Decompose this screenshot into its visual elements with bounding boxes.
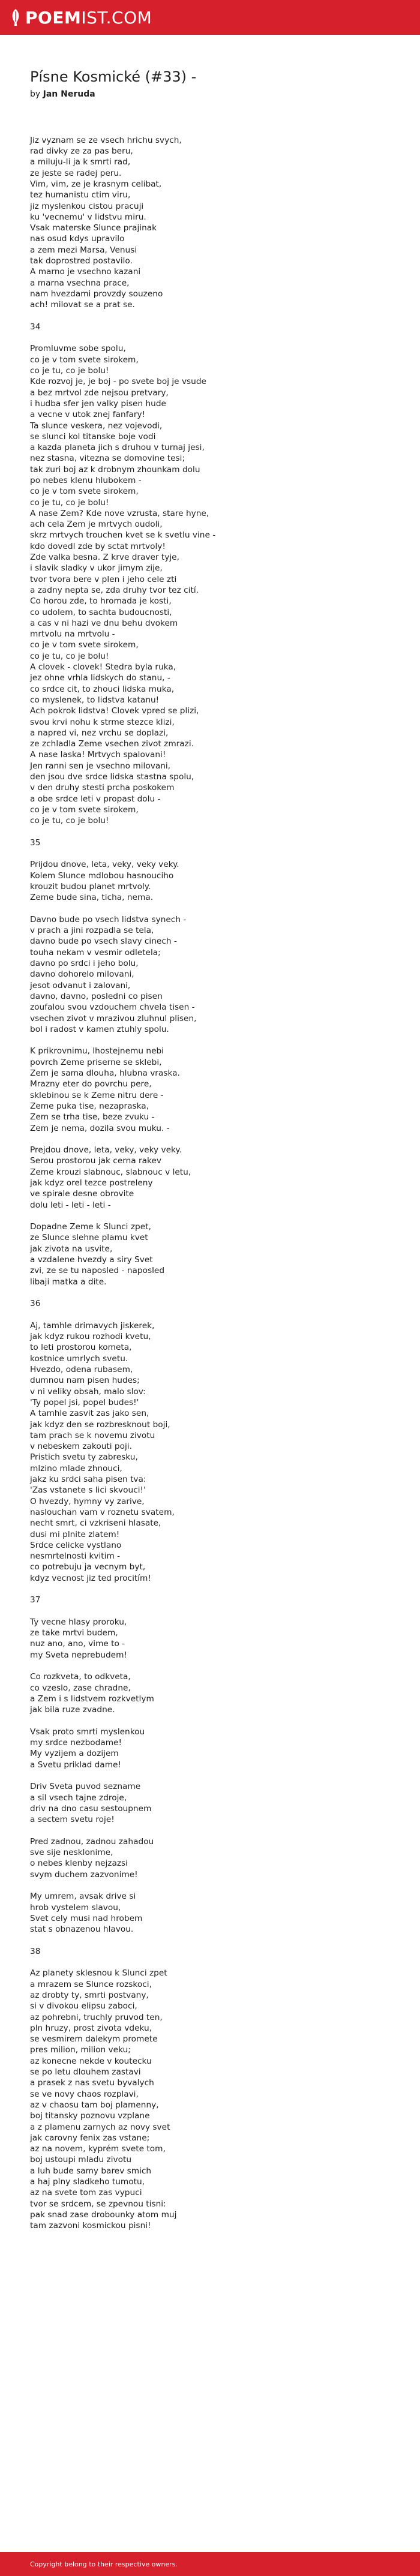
quill-icon <box>10 8 22 26</box>
site-logo[interactable] <box>10 8 152 28</box>
site-header <box>0 0 420 35</box>
poem-title: Písne Kosmické (#33) - <box>30 68 197 85</box>
poem-container <box>0 35 390 2232</box>
copyright-text: Copyright belong to their respective owners. <box>30 2560 178 2568</box>
brand-name-bold: POEM <box>25 7 82 28</box>
author-link[interactable]: Jan Neruda <box>43 89 95 99</box>
brand-name-light: IST.COM <box>81 7 152 28</box>
by-label: by <box>30 89 41 99</box>
site-footer <box>0 2552 420 2576</box>
poem-byline <box>30 89 390 99</box>
poem-text: Jiz vyznam se ze vsech hrichu svych, rad divky ze za pas beru, a miluju-li ja k smrti rad, ze jeste se radej peru. Vim, vim, ze je krasnym celibat, tez humanistu ctim viru, jiz myslenkou cistou pracuji ku 'vecnemu' v lidstvu miru. Vsak materske Slunce prajinak nas osud kdys upravilo a zem mezi Marsa, Venusi tak doprostred postavilo. A marno je vsechno kazani a marna vsechna prace, nam hvezdami provzdy souzeno ach! milovat se a prat se. 34 Promluvme sobe spolu, co je v tom svete sirokem, co je tu, co je bolu! Kde rozvoj je, je boj - po svete boj je vsude a bez mrtvol zde nejsou pretvary, i hudba sfer jen valky pisen hude a vecne v utok znej fanfary! Ta slunce veskera, nez vojevodi, se slunci kol titanske boje vodi a kazda planeta jich s druhou v turnaj jesi, nez stasna, vitezna se domovine tesi; tak zuri boj az k drobnym zhounkam dolu po nebes klenu hlubokem - co je v tom svete sirokem, co je tu, co je bolu! A nase Zem? Kde nove vzrusta, stare hyne, ach cela Zem je mrtvych oudoli, skrz mrtvych trouchen kvet se k svetlu vine - kdo dovedl zde by sctat mrtvoly! Zde valka besna. Z krve draver tyje, i slavik sladky v ukor jimym zije, tvor tvora bere v plen i jeho cele zti a zadny nepta se, zda druhy tvor tez cití. Co horou zde, to hromada je kosti, co udolem, to sachta budoucnosti, a cas v ni hazi ve dnu behu dvokem mrtvolu na mrtvolu - co je v tom svete sirokem, co je tu, co je bolu! A clovek - clovek! Stedra byla ruka, jez ohne vrhla lidskych do stanu, - co srdce cit, to zhouci lidska muka, co myslenek, to lidstva katanu! Ach pokrok lidstva! Clovek vpred se plizi, svou krvi nohu k strme stezce klizi, a napred vi, nez vrchu se doplazi, ze zchladla Zeme vsechen zivot zmrazi. A nase laska! Mrtvych spalovani! Jen ranni sen je vsechno milovani, den jsou dve srdce lidska stastna spolu, v den druhy stesti prcha poskokem a obe srdce leti v propast dolu - co je v tom svete sirokem, co je tu, co je bolu! 35 Prijdou dnove, leta, veky, veky veky. Kolem Slunce mdlobou hasnouciho krouzit budou planet mrtvoly. Zeme bude sina, ticha, nema. Davno bude po vsech lidstva synech - v prach a jini rozpadla se tela, davno bude po vsech slavy cinech - touha nekam v vesmir odletela; davno po srdci i jeho bolu, davno dohorelo milovani, jesot odvanut i zalovani, davno, davno, posledni co pisen zoufalou svou vzdouchem chvela tisen - vsechen zivot v mrazivou zluhnul plisen, bol i radost v kamen ztuhly spolu. K prikrovnimu, lhostejnemu nebi povrch Zeme priserne se sklebi, Zem je sama dlouha, hlubna vraska. Mrazny eter do povrchu pere, sklebinou se k Zeme nitru dere - Zeme puka tise, nezapraska, Zem se trha tise, beze zvuku - Zem je nema, dozila svou muku. - Prejdou dnove, leta, veky, veky veky. Serou prostorou jak cerna rakev Zeme krouzi slabnouc, slabnouc v letu, jak kdyz orel tezce postreleny ve spirale desne obrovite dolu leti - leti - leti - Dopadne Zeme k Slunci zpet, ze Slunce slehne plamu kvet jak zivota na usvite, a vzdalene hvezdy a siry Svet zvi, ze se tu naposled - naposled libaji matka a dite. 36 Aj, tamhle drimavych jiskerek, jak kdyz rukou rozhodi kvetu, to leti prostorou kometa, kostnice umrlych svetu. Hvezdo, odena rubasem, dumnou nam pisen hudes; v ni veliky obsah, malo slov: 'Ty popel jsi, popel budes!' A tamhle zasvit zas jako sen, jak kdyz den se rozbresknout boji, tam prach se k novemu zivotu v nebeskem zakouti poji. Pristich svetu ty zabresku, mlzino mlade zhnouci, jakz ku srdci saha pisen tva: 'Zas vstanete s lici skvouci!' O hvezdy, hymny vy zarive, naslouchan vam v roznetu svatem, necht smrt, ci vzkriseni hlasate, dusi mi plnite zlatem! Srdce celicke vystlano nesmrtelnosti kvitim - co potrebuju ja vecnym byt, kdyz vecnost jiz ted procitím! 37 Ty vecne hlasy proroku, ze take mrtvi budem, nuz ano, ano, vime to - my Sveta neprebudem! Co rozkveta, to odkveta, co vzeslo, zase chradne, a Zem i s lidstvem rozkvetlym jak bila ruze zvadne. Vsak proto smrti myslenkou my srdce nezbodame! My vyzijem a dozijem a Svetu priklad dame! Driv Sveta puvod sezname a sil vsech tajne zdroje, driv na dno casu sestoupnem a sectem svetu roje! Pred zadnou, zadnou zahadou sve sije nesklonime, o nebes klenby nejzazsi svym duchem zazvonime! My umrem, avsak drive si hrob vystelem slavou, Svet cely musi nad hrobem stat s obnazenou hlavou. 38 Az planety sklesnou k Slunci zpet a mrazem se Slunce rozskoci, az drobty ty, smrti postvany, si v divokou elipsu zaboci, az pohrebni, truchly pruvod ten, pln hruzy, prost zivota vdeku, se vesmirem dalekym promete pres milion, milion veku; az konecne nekde v koutecku se po letu dlouhem zastavi a prasek z nas svetu byvalych se ve novy chaos rozplavi, az v chaosu tam boj plamenny, boj titansky poznovu vzplane a z plamenu zarnych az novy svet jak carovny fenix zas vstane; az na novem, kyprém svete tom, boj ustoupi mladu zivotu a luh bude samy barev smich a haj plny sladkeho tumotu, az na svete tom zas vypuci tvor se srdcem, se zpevnou tisni: pak snad zase drobounky atom muj tam zazvoni kosmickou pisni! <box>30 135 216 2231</box>
